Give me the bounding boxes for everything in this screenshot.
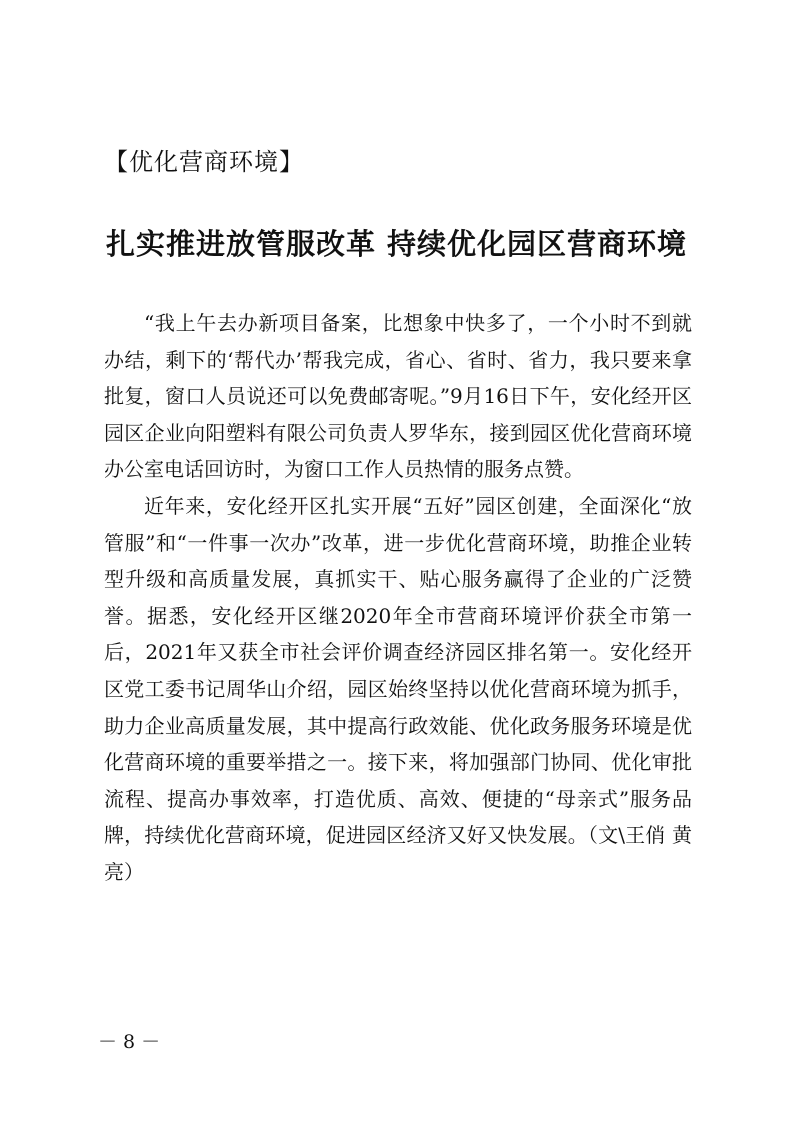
paragraph: 近年来，安化经开区扎实开展“五好”园区创建，全面深化“放管服”和“一件事一次办”改革，进一步优化营商环境，助推企业转型升级和高质量发展，真抓实干、贴心服务赢得了企业的广泛赞誉。据悉，安化经开区继2020年全市营商环境评价获全市第一后，2021年又获全市社会评价调查经济园区排名第一。安化经开区党工委书记周华山介绍，园区始终坚持以优化营商环境为抓手，助力企业高质量发展，其中提高行政效能、优化政务服务环境是优化营商环境的重要举措之一。接下来，将加强部门协同、优化审批流程、提高办事效率，打造优质、高效、便捷的“母亲式”服务品牌，持续优化营商环境，促进园区经济又好又快发展。（文\王俏 黄亮） xyxy=(104,493,692,884)
page-number: － 8 － xyxy=(98,1031,161,1053)
article-body xyxy=(104,305,692,891)
section-tag: 【优化营商环境】 xyxy=(104,148,304,176)
paragraph: “我上午去办新项目备案，比想象中快多了，一个小时不到就办结，剩下的‘帮代办’帮我完成，省心、省时、省力，我只要来拿批复，窗口人员说还可以免费邮寄呢。”9月16日下午，安化经开区园区企业向阳塑料有限公司负责人罗华东，接到园区优化营商环境办公室电话回访时，为窗口工作人员热情的服务点赞。 xyxy=(104,311,692,482)
article-headline: 扎实推进放管服改革 持续优化园区营商环境 xyxy=(105,227,688,261)
